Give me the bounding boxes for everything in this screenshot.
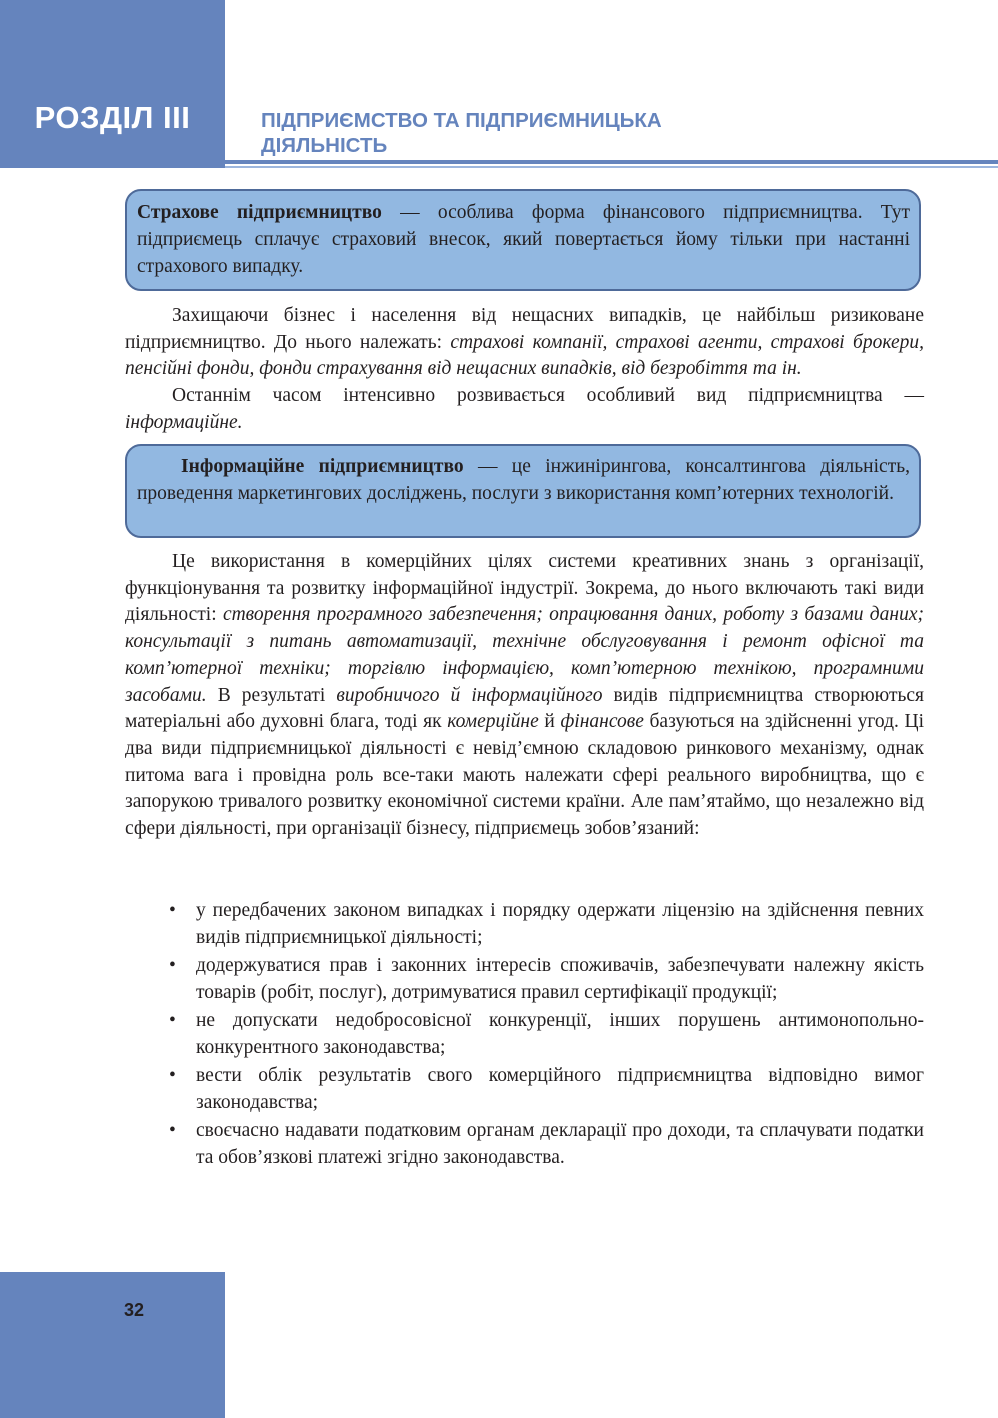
list-item-text: вести облік результатів свого комерційного підприємництва відповідно вимог законодавства; <box>196 1065 924 1113</box>
section-header-block <box>0 0 225 168</box>
definition-term: Інформаційне підприємництво <box>181 456 464 477</box>
list-item <box>125 1117 924 1171</box>
list-item <box>125 1062 924 1116</box>
paragraph-insurance <box>125 303 924 383</box>
definition-box-insurance <box>125 189 921 291</box>
list-item <box>125 952 924 1006</box>
bullet-icon: • <box>169 955 176 976</box>
paragraph-text: Останнім часом інтенсивно розвивається особливий вид підприємництва — <box>172 385 924 406</box>
bullet-icon: • <box>169 1010 176 1031</box>
list-item-text: своєчасно надавати податковим органам декларації про доходи, та сплачувати податки та обов’язкові платежі згідно законодавства. <box>196 1120 924 1168</box>
paragraph-italic: фінансове <box>560 711 644 733</box>
page-number: 32 <box>124 1300 145 1320</box>
definition-term: Страхове підприємництво <box>137 202 382 223</box>
header-rule-thin <box>225 166 998 168</box>
paragraph-text: Захищаючи бізнес і населення від нещасних випадків, це найбільш ризиковане підприємництво. До нього належать: <box>125 305 924 353</box>
obligations-list <box>125 897 924 1172</box>
paragraph-information-intro <box>125 383 924 436</box>
paragraph-text: В результаті <box>206 684 337 706</box>
list-item <box>125 897 924 951</box>
chapter-title <box>261 108 961 158</box>
bullet-icon: • <box>169 900 176 921</box>
paragraph-italic: комерційне <box>447 711 539 733</box>
definition-text: — це інжинірингова, консалтингова діяльність, проведення маркетингових досліджень, послуги з використання комп’ютерних технологій. <box>137 456 910 504</box>
list-item-text: додержуватися прав і законних інтересів споживачів, забезпечувати належну якість товарів (робіт, послуг), дотримуватися правил сертифікації продукції; <box>196 955 924 1003</box>
chapter-title-line-2: ДІЯЛЬНІСТЬ <box>261 134 388 157</box>
list-item-text: у передбачених законом випадках і порядку одержати ліцензію на здійснення певних видів підприємницької діяльності; <box>196 900 924 948</box>
paragraph-information-details <box>125 549 924 843</box>
section-label: РОЗДІЛ ІІІ <box>34 100 191 135</box>
paragraph-italic: створення програмного забезпечення; опрацювання даних, роботу з базами даних; консультації з питань автоматизації, технічне обслуговування і ремонт офісної та комп’ютерної техніки; торгівлю інформацією, комп’ютерною технікою, програмними засобами. <box>125 604 924 706</box>
definition-text: — особлива форма фінансового підприємництва. Тут підприємець сплачує страховий внесок, який повертається йому тільки при настанні страхового випадку. <box>137 202 911 277</box>
list-item <box>125 1007 924 1061</box>
paragraph-italic: виробничого й інформаційного <box>336 684 603 706</box>
bullet-icon: • <box>169 1065 176 1086</box>
paragraph-text: Це використання в комерційних цілях системи креативних знань з організації, функціонування та розвитку інформаційної індустрії. Зокрема, до нього включають такі види діяльності: <box>125 551 924 626</box>
list-item-text: не допускати недобросовісної конкуренції, інших порушень антимонопольно-конкурентного законодавства; <box>196 1010 924 1058</box>
paragraph-text: видів підприємництва створюються матеріальні або духовні блага, тоді як <box>125 684 925 733</box>
footer-block <box>0 1272 225 1418</box>
chapter-title-line-1: ПІДПРИЄМСТВО ТА ПІДПРИЄМНИЦЬКА <box>261 109 662 132</box>
paragraph-text: й <box>538 711 561 733</box>
definition-body <box>137 453 910 507</box>
header-rule <box>225 160 998 164</box>
paragraph-text: базуються на здійсненні угод. Ці два види підприємницької діяльності є невід’ємною складовою ринкового механізму, однак питома вага і провідна роль все-таки мають належати сфері реального виробництва, що є запорукою тривалого розвитку економічної системи країни. Але пам’ятаймо, що незалежно від сфери діяльності, при організації бізнесу, підприємець зобов’язаний: <box>125 711 925 840</box>
paragraph-italic: страхові компанії, страхові агенти, страхові брокери, пенсійні фонди, фонди страхування від нещасних випадків, від безробіття та ін. <box>125 331 924 380</box>
paragraph-italic: інформаційне. <box>125 411 243 433</box>
bullet-icon: • <box>169 1120 176 1141</box>
definition-box-information <box>125 444 921 538</box>
